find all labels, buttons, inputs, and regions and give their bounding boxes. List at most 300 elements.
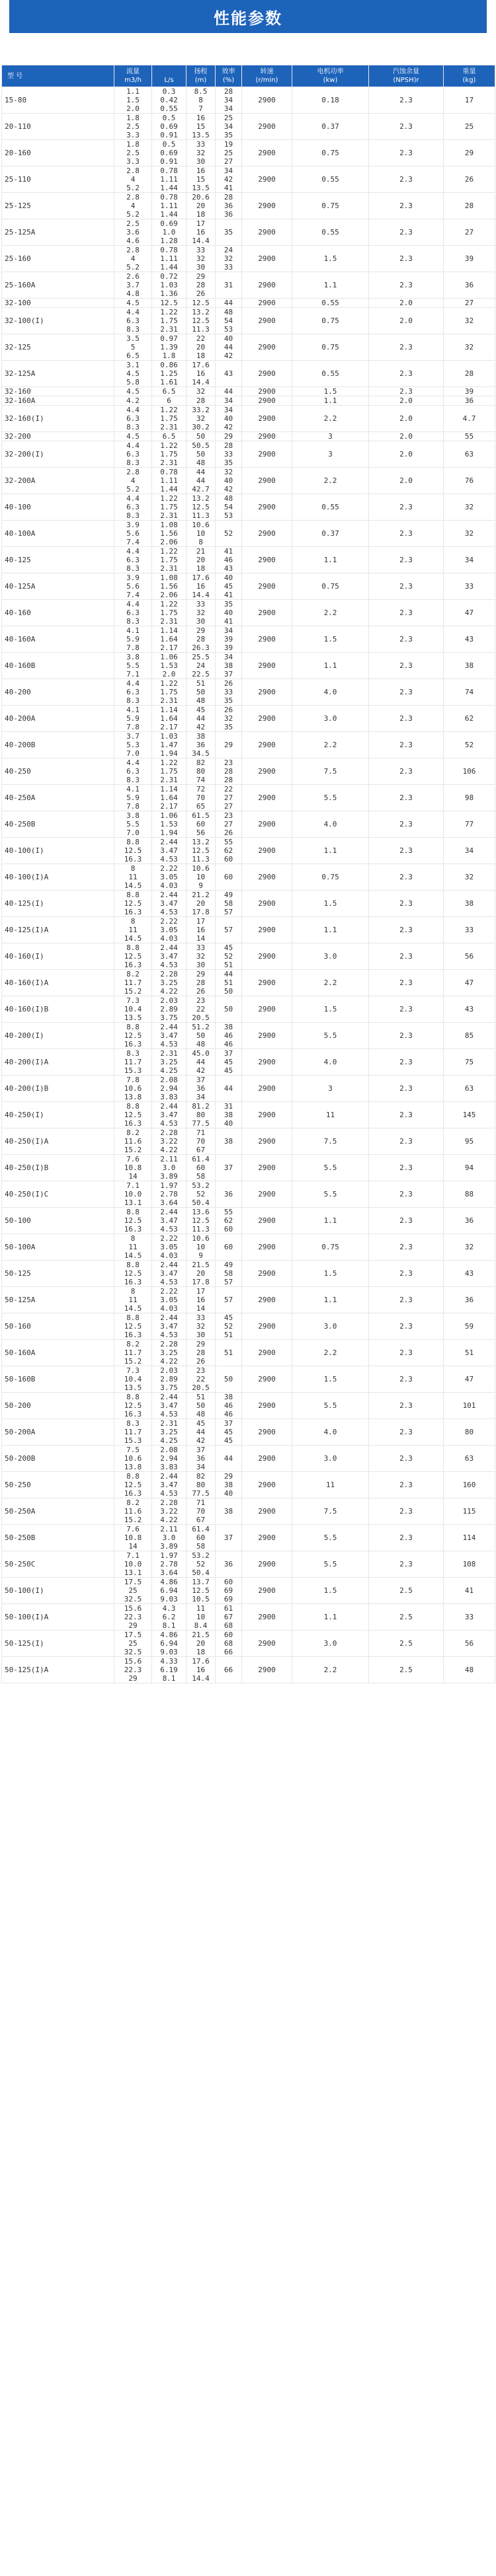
model-cell: 25-125A bbox=[2, 219, 114, 246]
efficiency-cell bbox=[216, 494, 242, 521]
flow-ls-cell bbox=[152, 1551, 186, 1578]
flow-ls-cell-value: 3.75 bbox=[160, 1013, 178, 1022]
head-cell-value: 81.2 bbox=[192, 1102, 210, 1111]
efficiency-cell-value: 37 bbox=[224, 1163, 233, 1172]
model-cell: 40-200B bbox=[2, 732, 114, 758]
model-cell: 50-100(I) bbox=[2, 1578, 114, 1604]
flow-ls-cell-value: 1.14 bbox=[160, 626, 178, 635]
head-cell-value: 12.5 bbox=[192, 503, 210, 511]
flow-m3h-cell-value: 12.5 bbox=[124, 899, 142, 908]
efficiency-cell-value: 50 bbox=[224, 987, 233, 996]
speed-cell: 2900 bbox=[242, 1102, 292, 1128]
efficiency-cell-value: 27 bbox=[224, 793, 233, 802]
head-cell bbox=[186, 838, 216, 864]
efficiency-cell-value: 39 bbox=[224, 644, 233, 652]
flow-ls-cell-value: 2.89 bbox=[160, 1375, 178, 1383]
flow-m3h-cell-value: 8.8 bbox=[126, 1102, 140, 1111]
model-cell: 40-250(I)C bbox=[2, 1181, 114, 1208]
head-cell-value: 7 bbox=[198, 104, 203, 113]
flow-m3h-cell-value: 5.9 bbox=[126, 793, 140, 802]
head-cell-value: 16 bbox=[196, 114, 206, 122]
flow-ls-cell bbox=[152, 272, 186, 299]
model-cell: 40-125(I) bbox=[2, 891, 114, 917]
flow-ls-cell-value: 3.0 bbox=[162, 1533, 176, 1542]
efficiency-cell-value bbox=[216, 538, 241, 546]
efficiency-cell-value: 34 bbox=[224, 396, 233, 405]
flow-ls-cell-value: 2.44 bbox=[160, 1023, 178, 1031]
head-cell-value: 71 bbox=[196, 1498, 206, 1507]
flow-ls-cell bbox=[152, 758, 186, 785]
flow-m3h-cell-value: 4.2 bbox=[126, 396, 140, 405]
weight-cell: 74 bbox=[444, 679, 495, 706]
head-cell-value: 13.2 bbox=[192, 494, 210, 503]
table-row bbox=[2, 653, 495, 679]
flow-m3h-cell-value: 6.5 bbox=[126, 351, 140, 360]
power-cell: 2.2 bbox=[292, 1340, 369, 1366]
head-cell-value: 33 bbox=[196, 246, 206, 254]
efficiency-cell bbox=[216, 1419, 242, 1446]
flow-ls-cell bbox=[152, 1261, 186, 1287]
power-cell: 1.1 bbox=[292, 1287, 369, 1313]
power-cell: 4.0 bbox=[292, 1049, 369, 1076]
power-cell: 1.5 bbox=[292, 626, 369, 653]
table-row bbox=[2, 1525, 495, 1551]
head-cell-value: 61.4 bbox=[192, 1155, 210, 1163]
head-cell-value: 28 bbox=[196, 281, 206, 289]
efficiency-cell-value: 34 bbox=[224, 653, 233, 661]
flow-ls-cell-value: 1.11 bbox=[160, 202, 178, 210]
weight-cell: 4.7 bbox=[444, 406, 495, 432]
npsh-cell: 2.3 bbox=[369, 387, 444, 396]
flow-ls-cell-value: 1.53 bbox=[160, 820, 178, 828]
efficiency-cell-value: 57 bbox=[224, 908, 233, 916]
head-cell-value: 14.4 bbox=[192, 1674, 210, 1683]
flow-m3h-cell-value: 13.8 bbox=[124, 1093, 142, 1101]
flow-m3h-cell-value: 5.2 bbox=[126, 184, 140, 192]
flow-ls-cell-value: 2.31 bbox=[160, 325, 178, 334]
efficiency-cell-value bbox=[216, 1568, 241, 1577]
flow-m3h-cell-value: 16.3 bbox=[124, 908, 142, 916]
flow-ls-cell-value: 0.78 bbox=[160, 246, 178, 254]
power-cell: 3.0 bbox=[292, 1631, 369, 1657]
head-cell-value: 44 bbox=[196, 714, 206, 723]
flow-m3h-cell bbox=[114, 114, 152, 140]
flow-ls-cell-value: 1.06 bbox=[160, 811, 178, 820]
npsh-cell: 2.3 bbox=[369, 1551, 444, 1578]
efficiency-cell bbox=[216, 1234, 242, 1261]
flow-ls-cell-value: 1.14 bbox=[160, 706, 178, 714]
flow-ls-cell-value: 2.22 bbox=[160, 1234, 178, 1243]
weight-cell: 32 bbox=[444, 334, 495, 361]
flow-ls-cell-value: 1.22 bbox=[160, 308, 178, 316]
table-row bbox=[2, 1631, 495, 1657]
weight-cell: 36 bbox=[444, 1208, 495, 1234]
flow-ls-cell-value: 3.25 bbox=[160, 1348, 178, 1357]
efficiency-cell bbox=[216, 838, 242, 864]
flow-ls-cell bbox=[152, 1472, 186, 1498]
weight-cell: 43 bbox=[444, 996, 495, 1023]
head-cell-value: 38 bbox=[196, 732, 206, 741]
efficiency-cell-value bbox=[216, 1542, 241, 1551]
efficiency-cell-value: 32 bbox=[224, 468, 233, 476]
efficiency-cell bbox=[216, 573, 242, 600]
flow-ls-cell-value: 6 bbox=[167, 396, 171, 405]
flow-m3h-cell bbox=[114, 361, 152, 387]
efficiency-cell-value: 24 bbox=[224, 246, 233, 254]
efficiency-cell-value: 35 bbox=[224, 131, 233, 139]
flow-ls-cell-value: 2.0 bbox=[162, 670, 176, 679]
head-cell-value: 10.5 bbox=[192, 1595, 210, 1603]
flow-m3h-cell-value: 17.5 bbox=[124, 1578, 142, 1586]
head-cell bbox=[186, 653, 216, 679]
model-cell: 40-100A bbox=[2, 521, 114, 547]
flow-m3h-cell-value: 7.1 bbox=[126, 670, 140, 679]
table-row bbox=[2, 1578, 495, 1604]
speed-cell: 2900 bbox=[242, 1261, 292, 1287]
model-cell: 50-250 bbox=[2, 1472, 114, 1498]
model-cell: 25-160 bbox=[2, 246, 114, 272]
efficiency-cell-value: 19 bbox=[224, 140, 233, 149]
table-row bbox=[2, 308, 495, 334]
head-cell-value: 14 bbox=[196, 934, 206, 943]
efficiency-cell bbox=[216, 1023, 242, 1049]
table-row bbox=[2, 679, 495, 706]
head-cell-value: 20 bbox=[196, 1639, 206, 1648]
head-cell bbox=[186, 334, 216, 361]
head-cell-value: 11.3 bbox=[192, 1225, 210, 1233]
flow-m3h-cell-value: 3.3 bbox=[126, 157, 140, 166]
flow-m3h-cell-value: 10.6 bbox=[124, 1084, 142, 1093]
efficiency-cell-value bbox=[216, 864, 241, 873]
efficiency-cell-value: 31 bbox=[224, 1102, 233, 1111]
efficiency-cell-value: 52 bbox=[224, 952, 233, 961]
flow-m3h-cell-value: 22.3 bbox=[124, 1613, 142, 1621]
head-cell-value: 61.5 bbox=[192, 811, 210, 820]
model-cell: 40-125(I)A bbox=[2, 917, 114, 943]
flow-ls-cell-value: 2.31 bbox=[160, 696, 178, 705]
npsh-cell: 2.3 bbox=[369, 996, 444, 1023]
efficiency-cell bbox=[216, 917, 242, 943]
flow-m3h-cell-value: 17.5 bbox=[124, 1631, 142, 1639]
speed-cell: 2900 bbox=[242, 600, 292, 626]
efficiency-cell-value: 51 bbox=[224, 978, 233, 987]
efficiency-cell-value: 60 bbox=[224, 1578, 233, 1586]
efficiency-cell bbox=[216, 1472, 242, 1498]
flow-ls-cell-value: 0.78 bbox=[160, 468, 178, 476]
npsh-cell: 2.3 bbox=[369, 864, 444, 891]
flow-ls-cell-value: 1.94 bbox=[160, 828, 178, 837]
head-cell bbox=[186, 1393, 216, 1419]
flow-m3h-cell-value: 32.5 bbox=[124, 1595, 142, 1603]
head-cell bbox=[186, 1366, 216, 1393]
flow-m3h-cell-value: 4.4 bbox=[126, 758, 140, 767]
flow-m3h-cell-value: 10.8 bbox=[124, 1163, 142, 1172]
efficiency-cell bbox=[216, 864, 242, 891]
efficiency-cell-value: 42 bbox=[224, 351, 233, 360]
flow-m3h-cell-value: 3.9 bbox=[126, 573, 140, 582]
flow-m3h-cell-value: 16.3 bbox=[124, 1489, 142, 1498]
model-cell: 32-200A bbox=[2, 468, 114, 494]
efficiency-cell bbox=[216, 1340, 242, 1366]
table-row bbox=[2, 406, 495, 432]
flow-m3h-cell-value: 3.6 bbox=[126, 228, 140, 237]
flow-ls-cell-value: 3.05 bbox=[160, 1296, 178, 1304]
table-row bbox=[2, 838, 495, 864]
speed-cell: 2900 bbox=[242, 1208, 292, 1234]
flow-m3h-cell-value: 8.3 bbox=[126, 696, 140, 705]
efficiency-cell-value: 43 bbox=[224, 369, 233, 378]
flow-ls-cell bbox=[152, 114, 186, 140]
flow-m3h-cell-value: 32.5 bbox=[124, 1648, 142, 1656]
efficiency-cell bbox=[216, 299, 242, 308]
head-cell-value: 11.3 bbox=[192, 511, 210, 520]
flow-m3h-cell-value: 29 bbox=[128, 1621, 138, 1630]
table-header-row bbox=[2, 65, 495, 87]
flow-m3h-cell-value: 8.8 bbox=[126, 1023, 140, 1031]
head-cell-value: 8 bbox=[198, 538, 203, 546]
flow-m3h-cell-value: 7.6 bbox=[126, 1525, 140, 1533]
speed-cell: 2900 bbox=[242, 361, 292, 387]
model-cell: 15-80 bbox=[2, 87, 114, 114]
efficiency-cell-value: 60 bbox=[224, 855, 233, 864]
flow-m3h-cell-value: 12.5 bbox=[124, 1111, 142, 1119]
flow-ls-cell-value: 1.08 bbox=[160, 573, 178, 582]
head-cell-value: 45.0 bbox=[192, 1049, 210, 1058]
efficiency-cell-value: 34 bbox=[224, 406, 233, 414]
table-row bbox=[2, 970, 495, 996]
efficiency-cell-value: 26 bbox=[224, 679, 233, 688]
speed-cell: 2900 bbox=[242, 432, 292, 441]
efficiency-cell-value: 45 bbox=[224, 1436, 233, 1445]
npsh-cell: 2.3 bbox=[369, 1181, 444, 1208]
flow-m3h-cell bbox=[114, 653, 152, 679]
power-cell: 2.2 bbox=[292, 1657, 369, 1683]
flow-ls-cell bbox=[152, 1525, 186, 1551]
head-cell bbox=[186, 1023, 216, 1049]
speed-cell: 2900 bbox=[242, 996, 292, 1023]
efficiency-cell-value bbox=[216, 1657, 241, 1666]
efficiency-cell-value: 52 bbox=[224, 529, 233, 538]
table-row bbox=[2, 1498, 495, 1525]
efficiency-cell-value: 49 bbox=[224, 891, 233, 899]
speed-cell: 2900 bbox=[242, 1498, 292, 1525]
npsh-cell: 2.5 bbox=[369, 1578, 444, 1604]
head-cell-value: 50 bbox=[196, 432, 206, 441]
power-cell: 5.5 bbox=[292, 1551, 369, 1578]
npsh-cell: 2.3 bbox=[369, 193, 444, 219]
model-cell: 32-160 bbox=[2, 387, 114, 396]
flow-ls-cell-value: 2.08 bbox=[160, 1446, 178, 1454]
head-cell bbox=[186, 1128, 216, 1155]
power-cell: 1.1 bbox=[292, 1604, 369, 1631]
weight-cell: 160 bbox=[444, 1472, 495, 1498]
table-row bbox=[2, 732, 495, 758]
efficiency-cell-value: 37 bbox=[224, 670, 233, 679]
model-cell: 50-125 bbox=[2, 1261, 114, 1287]
head-cell-value: 32 bbox=[196, 254, 206, 263]
head-cell-value: 17.6 bbox=[192, 1657, 210, 1666]
efficiency-cell-value: 40 bbox=[224, 1489, 233, 1498]
flow-ls-cell-value: 0.78 bbox=[160, 166, 178, 175]
efficiency-cell-value: 55 bbox=[224, 838, 233, 846]
power-cell: 2.2 bbox=[292, 468, 369, 494]
flow-ls-cell bbox=[152, 547, 186, 573]
power-cell: 11 bbox=[292, 1102, 369, 1128]
flow-m3h-cell-value: 8.8 bbox=[126, 1208, 140, 1216]
flow-ls-cell-value: 2.31 bbox=[160, 1049, 178, 1058]
flow-ls-cell bbox=[152, 1023, 186, 1049]
head-cell-value: 53.2 bbox=[192, 1181, 210, 1190]
flow-ls-cell-value: 4.53 bbox=[160, 1225, 178, 1233]
efficiency-cell-value bbox=[216, 1463, 241, 1471]
flow-m3h-cell bbox=[114, 1578, 152, 1604]
power-cell: 1.1 bbox=[292, 1208, 369, 1234]
flow-m3h-cell-value: 6.3 bbox=[126, 767, 140, 776]
efficiency-cell-value: 32 bbox=[224, 254, 233, 263]
flow-m3h-cell bbox=[114, 891, 152, 917]
flow-m3h-cell-value: 22.3 bbox=[124, 1666, 142, 1674]
head-cell-value: 30 bbox=[196, 1331, 206, 1339]
head-cell-value: 18 bbox=[196, 1648, 206, 1656]
head-cell-value: 50.4 bbox=[192, 1198, 210, 1207]
flow-m3h-cell bbox=[114, 811, 152, 838]
head-cell bbox=[186, 1498, 216, 1525]
flow-m3h-cell bbox=[114, 1498, 152, 1525]
head-cell-value: 30 bbox=[196, 617, 206, 626]
head-cell-value: 22 bbox=[196, 1005, 206, 1013]
head-cell-value: 58 bbox=[196, 1542, 206, 1551]
table-row bbox=[2, 547, 495, 573]
flow-ls-cell-value: 4.53 bbox=[160, 1119, 178, 1128]
flow-m3h-cell-value: 4.1 bbox=[126, 785, 140, 793]
model-cell: 50-125(I)A bbox=[2, 1657, 114, 1683]
efficiency-cell-value: 35 bbox=[224, 459, 233, 467]
weight-cell: 32 bbox=[444, 521, 495, 547]
flow-ls-cell-value: 4.53 bbox=[160, 1278, 178, 1286]
flow-ls-cell-value: 4.22 bbox=[160, 1146, 178, 1154]
weight-cell: 39 bbox=[444, 387, 495, 396]
flow-ls-cell bbox=[152, 219, 186, 246]
table-row bbox=[2, 758, 495, 785]
efficiency-cell-value: 41 bbox=[224, 184, 233, 192]
npsh-cell: 2.3 bbox=[369, 1446, 444, 1472]
flow-m3h-cell bbox=[114, 732, 152, 758]
efficiency-cell-value: 40 bbox=[224, 1119, 233, 1128]
head-cell bbox=[186, 917, 216, 943]
flow-ls-cell bbox=[152, 811, 186, 838]
npsh-cell: 2.3 bbox=[369, 114, 444, 140]
npsh-cell: 2.0 bbox=[369, 468, 444, 494]
weight-cell: 38 bbox=[444, 891, 495, 917]
flow-m3h-cell-value: 15.2 bbox=[124, 1357, 142, 1366]
head-cell-value: 74 bbox=[196, 776, 206, 784]
efficiency-cell-value bbox=[216, 1172, 241, 1181]
speed-cell: 2900 bbox=[242, 468, 292, 494]
speed-cell: 2900 bbox=[242, 1657, 292, 1683]
head-cell bbox=[186, 1155, 216, 1181]
power-cell: 1.1 bbox=[292, 917, 369, 943]
flow-m3h-cell bbox=[114, 334, 152, 361]
table-row bbox=[2, 494, 495, 521]
flow-ls-cell bbox=[152, 626, 186, 653]
flow-m3h-cell-value: 1.1 bbox=[126, 87, 140, 96]
efficiency-cell-value: 33 bbox=[224, 450, 233, 459]
flow-ls-cell bbox=[152, 193, 186, 219]
npsh-cell: 2.3 bbox=[369, 1419, 444, 1446]
efficiency-cell-value bbox=[216, 521, 241, 529]
head-cell-value: 67 bbox=[196, 1516, 206, 1524]
weight-cell: 62 bbox=[444, 706, 495, 732]
head-cell-value: 44 bbox=[196, 1428, 206, 1436]
flow-ls-cell-value: 3.47 bbox=[160, 1216, 178, 1225]
head-cell-value: 50 bbox=[196, 688, 206, 696]
model-cell: 40-100(I)A bbox=[2, 864, 114, 891]
head-cell-value: 24 bbox=[196, 661, 206, 670]
flow-m3h-cell-value: 4.5 bbox=[126, 369, 140, 378]
efficiency-cell-value: 28 bbox=[224, 193, 233, 202]
speed-cell: 2900 bbox=[242, 1234, 292, 1261]
efficiency-cell-value: 48 bbox=[224, 494, 233, 503]
table-row bbox=[2, 521, 495, 547]
head-cell bbox=[186, 1181, 216, 1208]
speed-cell: 2900 bbox=[242, 1287, 292, 1313]
efficiency-cell bbox=[216, 361, 242, 387]
flow-m3h-cell-value: 14.5 bbox=[124, 1304, 142, 1313]
power-cell: 3 bbox=[292, 441, 369, 468]
flow-ls-cell-value: 4.53 bbox=[160, 1410, 178, 1418]
npsh-cell: 2.3 bbox=[369, 626, 444, 653]
head-cell-value: 9 bbox=[198, 1251, 203, 1260]
table-row bbox=[2, 1181, 495, 1208]
flow-m3h-cell bbox=[114, 1313, 152, 1340]
flow-m3h-cell-value: 5 bbox=[130, 343, 136, 351]
speed-cell: 2900 bbox=[242, 758, 292, 785]
flow-m3h-cell-value: 10.0 bbox=[124, 1190, 142, 1198]
npsh-cell: 2.3 bbox=[369, 1261, 444, 1287]
flow-m3h-cell-value: 4 bbox=[130, 202, 136, 210]
flow-ls-cell bbox=[152, 706, 186, 732]
efficiency-cell-value bbox=[216, 1155, 241, 1163]
flow-m3h-cell-value: 1.8 bbox=[126, 114, 140, 122]
header-speed: 转速 (r/min) bbox=[242, 65, 292, 87]
head-cell bbox=[186, 166, 216, 193]
flow-ls-cell-value: 1.08 bbox=[160, 521, 178, 529]
flow-m3h-cell-value: 7.8 bbox=[126, 1076, 140, 1084]
flow-ls-cell-value: 3.83 bbox=[160, 1463, 178, 1471]
head-cell-value: 50.5 bbox=[192, 441, 210, 450]
efficiency-cell-value: 42 bbox=[224, 175, 233, 184]
flow-m3h-cell-value: 8.8 bbox=[126, 1313, 140, 1322]
flow-ls-cell-value: 2.44 bbox=[160, 891, 178, 899]
head-cell bbox=[186, 521, 216, 547]
flow-m3h-cell bbox=[114, 1472, 152, 1498]
efficiency-cell-value bbox=[216, 272, 241, 281]
efficiency-cell-value: 37 bbox=[224, 1533, 233, 1542]
table-row bbox=[2, 299, 495, 308]
power-cell: 0.75 bbox=[292, 864, 369, 891]
flow-m3h-cell-value: 5.5 bbox=[126, 661, 140, 670]
power-cell: 4.0 bbox=[292, 811, 369, 838]
efficiency-cell-value: 34 bbox=[224, 104, 233, 113]
flow-ls-cell-value: 2.28 bbox=[160, 1340, 178, 1348]
head-cell-value: 37 bbox=[196, 1076, 206, 1084]
flow-ls-cell-value: 1.11 bbox=[160, 175, 178, 184]
efficiency-cell bbox=[216, 1393, 242, 1419]
head-cell bbox=[186, 1287, 216, 1313]
npsh-cell: 2.3 bbox=[369, 758, 444, 785]
efficiency-cell-value: 38 bbox=[224, 1023, 233, 1031]
flow-m3h-cell bbox=[114, 970, 152, 996]
